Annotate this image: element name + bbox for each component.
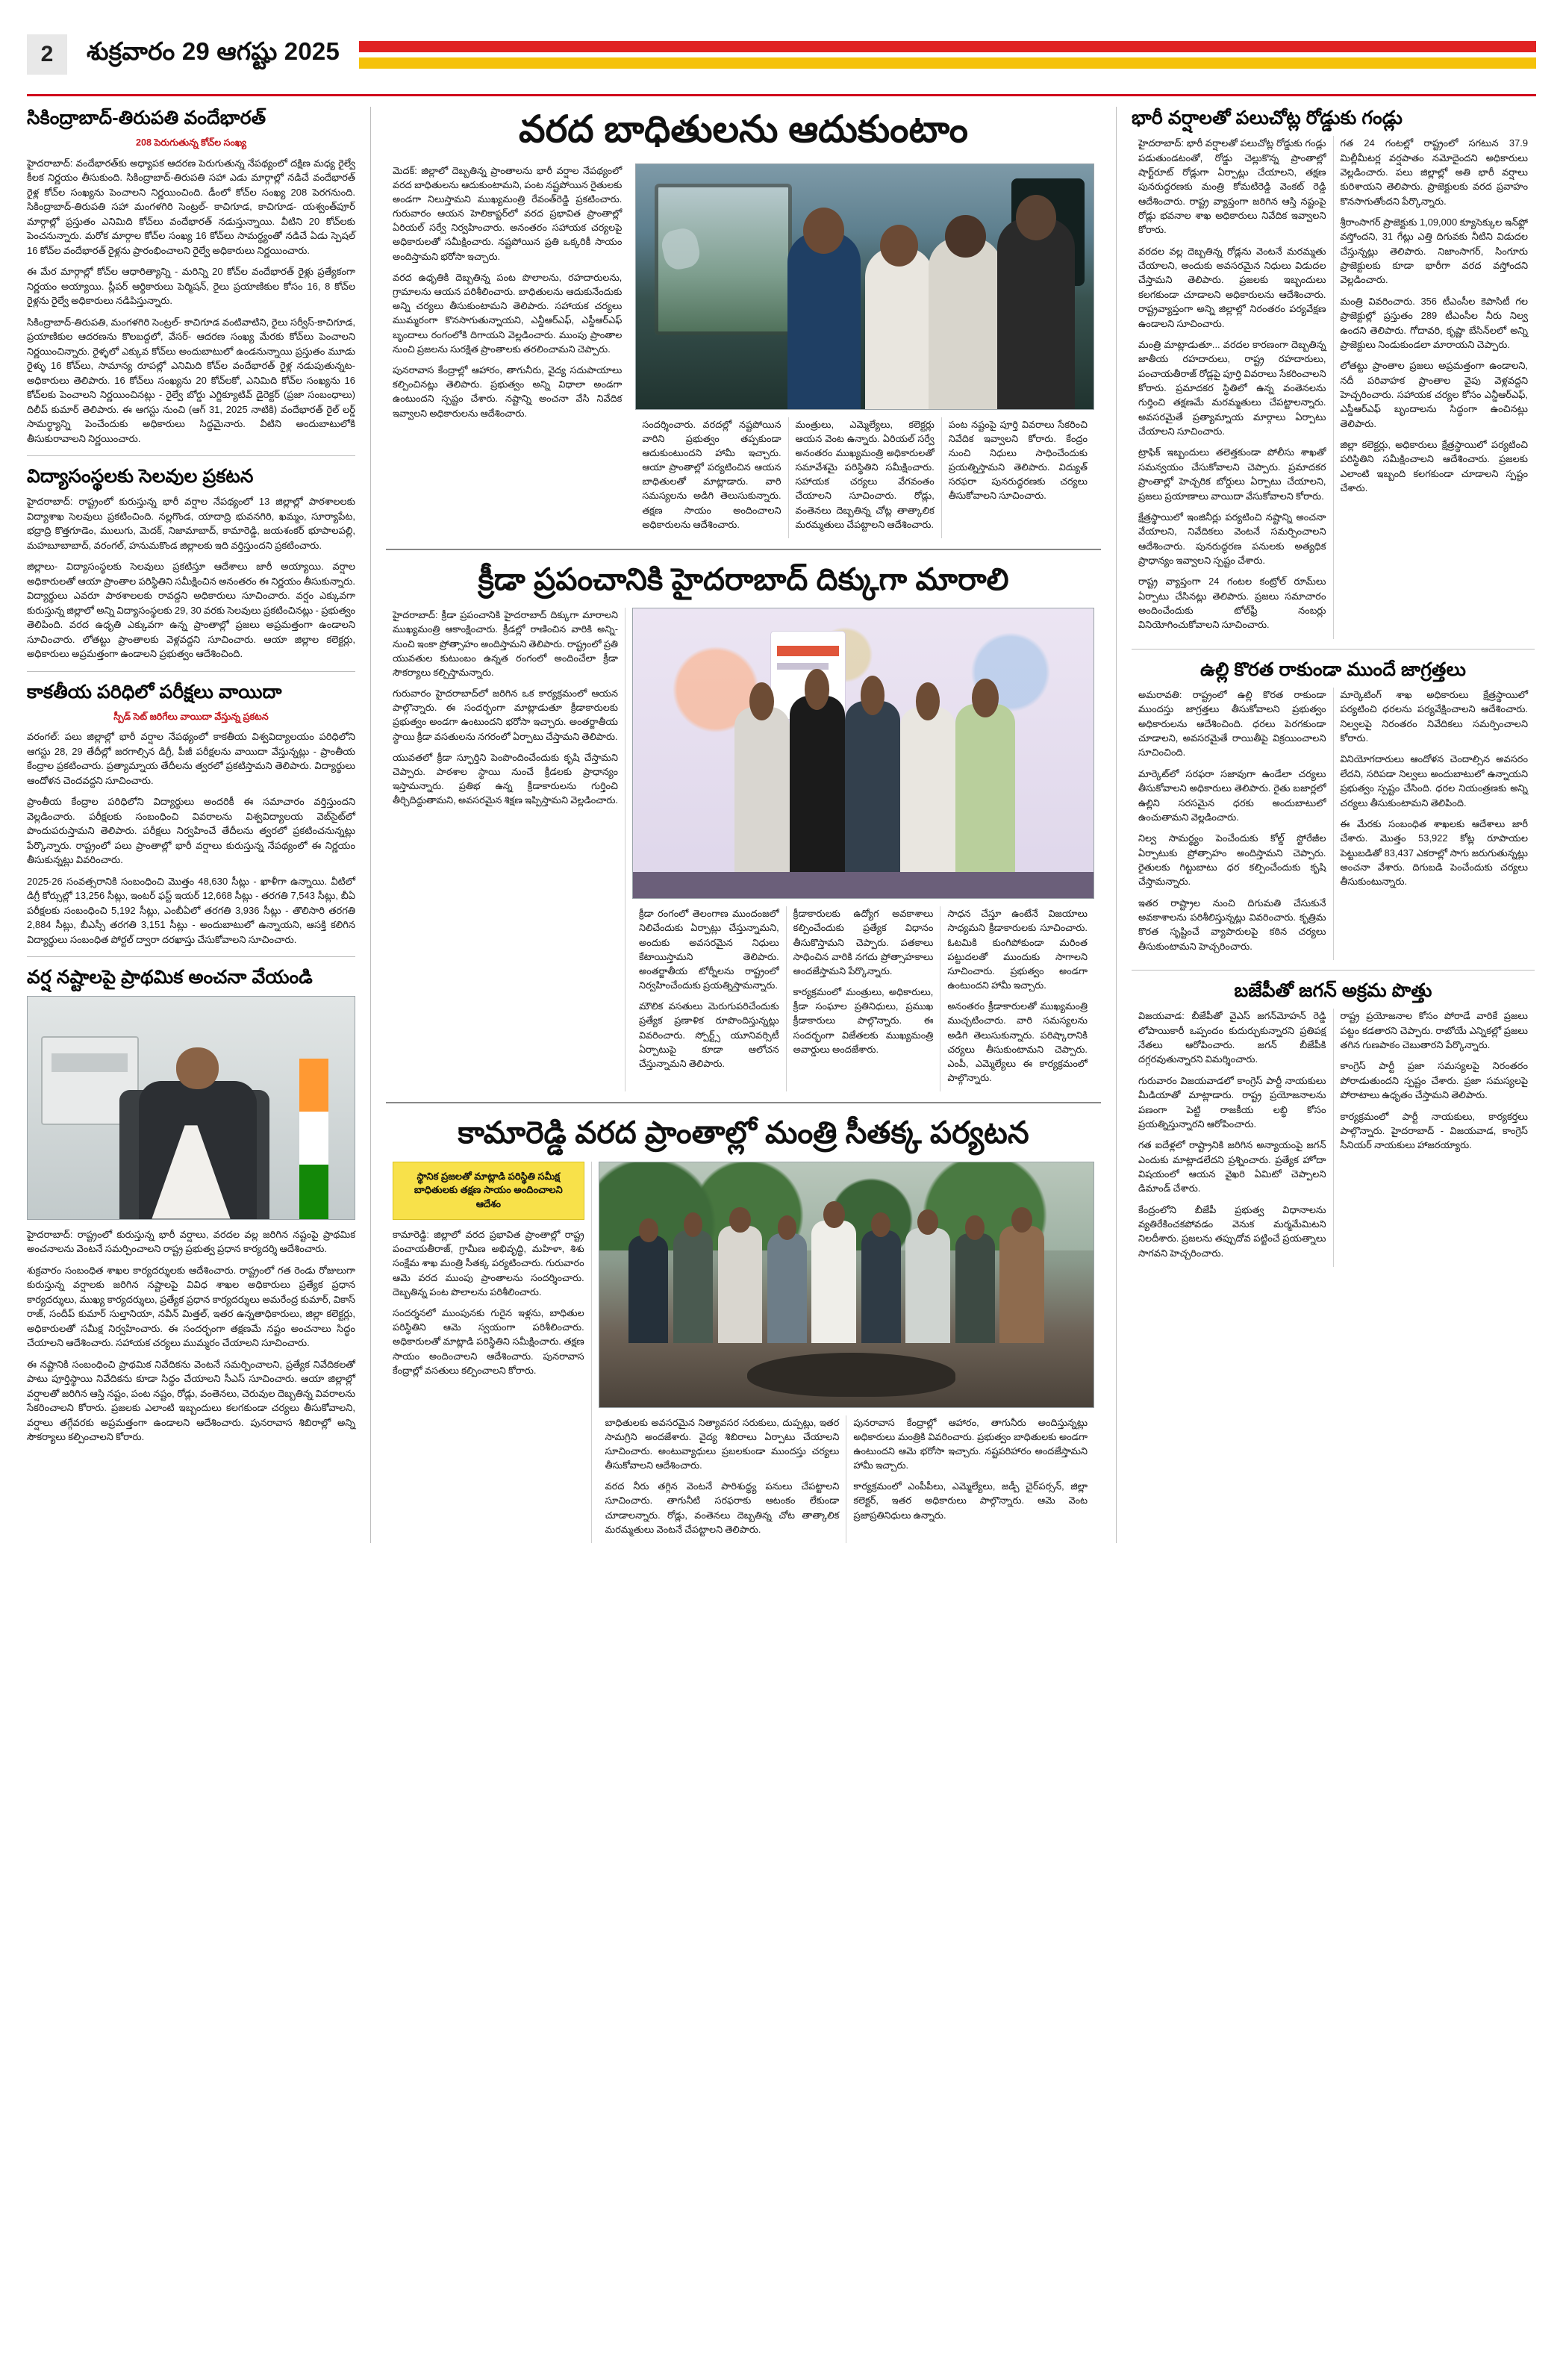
article-paragraph: సాధన చేస్తూ ఉంటేనే విజయాలు సాధ్యమని క్రీడాకారులకు సూచించారు. ఓటమికి కుంగిపోకుండా మరింత పట్టుదలతో ముందుకు సాగాలని సూచించారు. ప్రభుత్వం అండగా ఉంటుందని హామీ ఇచ్చారు. (947, 908, 1088, 991)
kamareddy-article-body (386, 1162, 1101, 1544)
jagan-text-col-1 (1132, 1009, 1333, 1267)
jagan-article-body (1132, 1009, 1535, 1267)
cm-aerial-survey-photo (635, 163, 1094, 410)
article-paragraph: జిల్లా కలెక్టర్లు, అధికారులు క్షేత్రస్థాయిలో పర్యటించి పరిస్థితిని సమీక్షించాలని ఆదేశించారు. ప్రజలకు ఎలాంటి ఇబ్బంది కలగకుండా చూడాలని స్పష్టం చేశారు. (1340, 439, 1528, 494)
article-subhead: స్పీడ్‌ సెట్ జరిగేలు వాయిదా వేస్తున్న ప్రకటన (113, 711, 269, 722)
article-headline: భారీ వర్షాలతో పలుచోట్ల రోడ్డుకు గండ్లు (1132, 108, 1403, 128)
article-paragraph: యువతలో క్రీడా స్ఫూర్తిని పెంపొందించేందుకు కృషి చేస్తామని చెప్పారు. పాఠశాల స్థాయి నుంచే క్రీడలకు ప్రాధాన్యం ఇస్తామన్నారు. ప్రతిభ ఉన్న క్రీడాకారులను గుర్తించి తీర్చిదిద్దుతామని, అవసరమైన శిక్షణ ఇప్పిస్తామని వెల్లడించారు. (393, 751, 618, 806)
lead-photo-and-text (628, 163, 1101, 539)
person-figure (865, 247, 934, 408)
person-figure (905, 1228, 950, 1343)
article-paragraph: హైదరాబాద్‌: క్రీడా ప్రపంచానికి హైదరాబాద్‌ దిక్కుగా మారాలని ముఖ్యమంత్రి ఆకాంక్షించారు. క్రీడల్లో రాణించిన వారికి అన్ని- నుంచి ఇంకా ప్రోత్సాహం అందిస్తామని తెలిపారు. రాష్ట్రంలో ప్రతి యువతుల కుటుంబం ఉన్నత రంగంలో అందించేలా క్రీడా సౌకర్యాలు కల్పిస్తామన్నారు. (393, 609, 618, 678)
article-headline: సికింద్రాబాద్‌-తిరుపతి వందేభారత్‌ (27, 108, 266, 128)
article-paragraph: క్రీడా రంగంలో తెలంగాణ ముందంజలో నిలిచేందుకు ఏర్పాట్లు చేస్తున్నామని, అందుకు అవసరమైన నిధులు కేటాయిస్తామని తెలిపారు. అంతర్జాతీయ టోర్నీలను రాష్ట్రంలో నిర్వహించేందుకు ప్రయత్నిస్తామన్నారు. (638, 908, 779, 991)
person-figure (673, 1230, 713, 1343)
road-article-body (1132, 136, 1535, 639)
divider (27, 671, 355, 672)
article-paragraph: వరదల వల్ల దెబ్బతిన్న రోడ్లను వెంటనే మరమ్మతు చేయాలని, అందుకు అవసరమైన నిధులు విడుదల చేస్తామని తెలిపారు. ప్రజలకు ఇబ్బందులు కలగకుండా చూడాలని అధికారులను ఆదేశించారు. రాష్ట్రవ్యాప్తంగా అన్ని జిల్లాల్లో నిరంతరం పర్యవేక్షణ ఉండాలని సూచించారు. (1138, 245, 1326, 329)
left-column (27, 107, 370, 1451)
kamareddy-photo-col (591, 1162, 1101, 1544)
helicopter-photo-wrap (635, 163, 1094, 410)
article-paragraph: క్రీడాకారులకు ఉద్యోగ అవకాశాలు కల్పించేందుకు ప్రత్యేక విధానం తీసుకొస్తామని చెప్పారు. పతకాలు సాధించిన వారికి నగదు ప్రోత్సాహకాలు అందజేస్తామని పేర్కొన్నారు. (793, 908, 934, 976)
masthead-decoration-bars (359, 41, 1536, 69)
divider (386, 1102, 1101, 1103)
lead-text-left (386, 163, 628, 539)
article-paragraph: ఈ నష్టానికి సంబంధించి ప్రాథమిక నివేదికను వెంటనే సమర్పించాలని, ప్రత్యేక నివేదికలతో పాటు పూర్తిస్థాయి నివేదికను కూడా సిద్ధం చేయాలని సీఎస్‌ సూచించారు. ఆయా జిల్లాల్లో వర్షాలతో జరిగిన ఆస్తి నష్టం, పంట నష్టం, రోడ్లు, వంతెనలు, చెరువుల దెబ్బతిన్న వివరాలను సేకరించాలని కోరారు. ప్రజలకు ఎలాంటి ఇబ్బందులు కలగకుండా చర్యలు తీసుకోవాలని, వర్షాలు తగ్గేవరకు అప్రమత్తంగా ఉండాలని ఆదేశించారు. పునరావాస శిబిరాల్లో అన్ని సౌకర్యాలు కల్పించాలని కోరారు. (27, 1358, 355, 1442)
article-paragraph: సందర్శనలో ముంపునకు గురైన ఇళ్లను, బాధితుల పరిస్థితిని ఆమె స్వయంగా పరిశీలించారు. అధికారులతో మాట్లాడి పరిస్థితిని సమీక్షించారు. తక్షణ సాయం అందించాలని ఆదేశించారు. పునరావాస కేంద్రాల్లో వసతులు కల్పించాలని కోరారు. (393, 1307, 584, 1376)
divider (27, 956, 355, 957)
stage-floor (633, 872, 1094, 898)
article-headline: వర్ష నష్టాలపై ప్రాథమిక అంచనా వేయండి (27, 967, 313, 988)
kamareddy-text-col-1 (599, 1415, 846, 1544)
person-figure (811, 1221, 856, 1343)
person-figure (861, 1230, 901, 1343)
article-paragraph: శ్రీరాంసాగర్‌ ప్రాజెక్టుకు 1,09,000 క్యూసెక్కుల ఇన్‌ఫ్లో వస్తోందని, 31 గేట్లు ఎత్తి దిగువకు నీటిని విడుదల చేస్తున్నట్లు తెలిపారు. నిజాంసాగర్‌, సింగూరు ప్రాజెక్టులకు కూడా భారీగా వరద వస్తోందని వెల్లడించారు. (1340, 216, 1528, 286)
article-onion-shortage (1132, 658, 1535, 960)
person-figure (999, 1226, 1044, 1343)
road-text-col-1 (1132, 136, 1333, 639)
article-paragraph: కార్యక్రమంలో మంత్రులు, అధికారులు, క్రీడా సంఘాల ప్రతినిధులు, ప్రముఖ క్రీడాకారులు పాల్గొన్నారు. ఈ సందర్భంగా విజేతలకు ముఖ్యమంత్రి అవార్డులు అందజేశారు. (793, 986, 934, 1055)
person-figure (734, 707, 790, 898)
article-paragraph: మంత్రులు, ఎమ్మెల్యేలు, కలెక్టర్లు ఆయన వెంట ఉన్నారు. ఏరియల్‌ సర్వే అనంతరం ముఖ్యమంత్రి అధికారులతో సమావేశమై పరిస్థితిని సమీక్షించారు. సహాయక చర్యలు వేగవంతం చేయాలని సూచించారు. రోడ్లు, వంతెనలు దెబ్బతిన్న చోట్ల తాత్కాలిక మరమ్మతులు చేపట్టాలని ఆదేశించారు. (795, 418, 935, 530)
yellow-bar (359, 57, 1536, 69)
article-paragraph: గత 24 గంటల్లో రాష్ట్రంలో సగటున 37.9 మిల్లీమీటర్ల వర్షపాతం నమోదైందని అధికారులు వెల్లడించారు. పలు జిల్లాల్లో అతి భారీ వర్షాలు కురిశాయని తెలిపారు. ప్రాజెక్టులకు వరద ప్రవాహం కొనసాగుతోందని పేర్కొన్నారు. (1340, 137, 1528, 207)
person-figure (929, 237, 1002, 409)
article-paragraph: రాష్ట్ర ప్రయోజనాల కోసం పోరాడే వారికే ప్రజలు పట్టం కడతారని చెప్పారు. రాబోయే ఎన్నికల్లో ప్రజలు తగిన గుణపాఠం చెబుతారని పేర్కొన్నారు. (1340, 1010, 1528, 1051)
article-paragraph: కాంగ్రెస్‌ పార్టీ ప్రజా సమస్యలపై నిరంతరం పోరాడుతుందని స్పష్టం చేశారు. ప్రజా సమస్యలపై పోరాటాలు ఉధృతం చేస్తామని తెలిపారు. (1340, 1060, 1528, 1101)
article-paragraph: 2025-26 సంవత్సరానికి సంబంధించి మొత్తం 48,630 సీట్లు - ఖాళీగా ఉన్నాయి. వీటిలో డిగ్రీ కోర్సుల్లో 13,256 సీట్లు, ఇంటర్‌ ఫస్ట్‌ ఇయర్‌ 12,668 సీట్లు - తరగతి 7,543 సీట్లు, బీఏ పరీక్షలకు సంబంధించి 5,192 సీట్లు, ఎంబీఏలో తరగతి 3,936 సీట్లు - తొలిసారి తరగతి 2,884 సీట్లు, బీఎస్సీ తరగతి 3,151 సీట్లు - అందుబాటులో ఉన్నాయని, ఆసక్తి కలిగిన విద్యార్థులు సంబంధిత పోర్టల్‌ ద్వారా దరఖాస్తు చేసుకోవాలని సూచించారు. (27, 875, 355, 945)
person-figure (787, 232, 861, 408)
article-paragraph: హైదరాబాద్‌: వందేభారత్‌కు అధ్యాపక ఆదరణ పెరుగుతున్న నేపథ్యంలో దక్షిణ మధ్య రైల్వే కీలక నిర్ణయం తీసుకుంది. సికింద్రాబాద్‌-తిరుపతి సహా ఎడు మార్గాల్లో నడిచే వందేభారత్‌ రైళ్ల కోచ్‌ల సంఖ్యను పెంచాలని నిర్ణయించింది. డీంలో కోచ్‌ల సంఖ్య 208 పెరగనుంది. సికింద్రాబాద్‌-తిరుపతి సహా మంగళగిరి సెంట్రల్‌- కాచిగూడ, కాచిగూడ- యశ్వంత్‌పూర్‌ మార్గాల్లో ప్రస్తుతం ఎనిమిది కోచ్‌లు వందేభారత్‌ నడుస్తున్నాయి. వీటిని 20 కోచ్‌లకు పెంచనున్నారు. మరోక మార్గాల కోచ్‌ల సంఖ్య 16 కోచ్‌లు సామర్థ్యంతో నడిచే ఏడు స్పెషల్‌ 16 కోచ్‌ల వందేభారత్‌ రైళ్లను ప్రారంభించాలని రైల్వే అధికారులు నిర్ణయించారు. (27, 157, 355, 256)
jagan-text-col-2 (1333, 1009, 1535, 1267)
person-figure (900, 707, 955, 898)
lead-text-col-c (941, 417, 1094, 539)
person-figure (997, 218, 1075, 409)
article-paragraph: పునరావాస కేంద్రాల్లో ఆహారం, తాగునీరు, వైద్య సదుపాయాలు కల్పించినట్లు తెలిపారు. ప్రభుత్వం అన్ని విధాలా అండగా ఉంటుందని స్పష్టం చేశారు. నష్టాన్ని అంచనా వేసి నివేదిక ఇవ్వాలని అధికారులను ఆదేశించారు. (393, 364, 623, 419)
article-kakatiya-exams (27, 681, 355, 947)
field-photo-wrap (599, 1162, 1094, 1408)
right-column (1117, 107, 1535, 1267)
person-figure (767, 1233, 807, 1344)
person-figure (718, 1226, 763, 1343)
divider (386, 549, 1101, 550)
article-jagan-bjp (1132, 979, 1535, 1267)
middle-column (370, 107, 1117, 1543)
article-paragraph: గురువారం విజయవాడలో కాంగ్రెస్‌ పార్టీ నాయకులు మీడియాతో మాట్లాడారు. రాష్ట్ర ప్రయోజనాలను పణంగా పెట్టి రాజకీయ లబ్ధి కోసం ప్రయత్నిస్తున్నారని ఆరోపించారు. (1138, 1074, 1326, 1130)
article-paragraph: మంత్రి మాట్లాడుతూ... వరదల కారణంగా దెబ్బతిన్న జాతీయ రహదారులు, రాష్ట్ర రహదారులు, పంచాయతీరాజ్‌ రోడ్లపై పూర్తి వివరాలు సేకరించాలని కోరారు. ప్రమాదకర స్థితిలో ఉన్న వంతెనలను గుర్తించి తక్షణమే మరమ్మతులు చేపట్టాలన్నారు. అవసరమైతే ప్రత్యామ్నాయ మార్గాలు ఏర్పాటు చేయాలని సూచించారు. (1138, 338, 1326, 437)
article-paragraph: మార్కెటింగ్‌ శాఖ అధికారులు క్షేత్రస్థాయిలో పర్యటించి ధరలను పర్యవేక్షించాలని ఆదేశించారు. నిల్వలపై నిరంతరం నివేదికలు సమర్పించాలని కోరారు. (1340, 689, 1528, 744)
article-school-holidays (27, 465, 355, 661)
article-paragraph: ఈ మేరకు సంబంధిత శాఖలకు ఆదేశాలు జారీ చేశారు. మొత్తం 53,922 కోట్ల రూపాయల పెట్టుబడితో 83,437 ఎకరాల్లో సాగు జరుగుతున్నట్లు అంచనా వేశారు. దిగుబడి పెంచేందుకు చర్యలు తీసుకుంటున్నారు. (1340, 817, 1528, 888)
kamareddy-text-columns (599, 1415, 1094, 1544)
article-paragraph: కార్యక్రమంలో పార్టీ నాయకులు, కార్యకర్తలు పాల్గొన్నారు. హైదరాబాద్‌ - విజయవాడ, కాంగ్రెస్‌ సీనియర్‌ నాయకులు హాజరయ్యారు. (1340, 1110, 1528, 1151)
article-paragraph: కార్యక్రమంలో ఎంపీపీలు, ఎమ్మెల్యేలు, జడ్పీ చైర్‌పర్సన్‌, జిల్లా కలెక్టర్‌, ఇతర అధికారులు పాల్గొన్నారు. ఆమె వెంట ప్రజాప్రతినిధులు ఉన్నారు. (853, 1480, 1088, 1521)
article-paragraph: గత ఐదేళ్లలో రాష్ట్రానికి జరిగిన అన్యాయంపై జగన్‌ ఎందుకు మాట్లాడలేదని ప్రశ్నించారు. ప్రత్యేక హోదా విషయంలో ఆయన వైఖరి ఏమిటో చెప్పాలని డిమాండ్‌ చేశారు. (1138, 1139, 1326, 1194)
article-vandebharat (27, 107, 355, 446)
red-bar (359, 41, 1536, 52)
officer-photo-wrap (27, 996, 355, 1220)
article-paragraph: సికింద్రాబాద్‌-తిరుపతి, మంగళగిరి సెంట్రల్‌- కాచిగూడ వంటివాటిని, రైలు సర్వీస్‌-కాచిగూడ, ప్రయాణికుల ఆదరణను కొలబద్దలో, వేసర్‌- ఆదరణ సంఖ్య మేరకు కోచ్‌లు పెంచాలని నిర్ణయించిన్నారు. రైళ్ళలో ఎక్కువ కోచ్‌లు అందుబాటులో ఉండనున్నాయి ప్రస్తుతం మూడు రైళ్ళు 16 కోచ్‌లు, సామాన్య రూపల్లో ఎనిమిది కోచ్‌ల వందేభారత్‌ రైళ్ల నడుపుతున్నట-అధికారులు తెలిపారు. 16 కోచ్‌లు సంఖ్యను 20 కోచ్‌లకో, ఎనిమిది కోచ్‌ల సంఖ్యను 16 కోచ్‌లకు పెంచాలని నిర్ణయించినట్లు - రైల్వే బోర్డు ఎగ్జిక్యూటివ్‌ డైరెక్టర్‌ (ప్రజా సంబంధాలు) దిలీప్‌ కుమార్‌ తెలిపారు. ఈ ఆగస్టు నుంచి (ఆగ్ 31, 2025 నాటికి) వందేభారత్‌ రైల్‌ లర్డ్‌ సామర్ధ్యాన్ని పెంచేందుకు అధికారులు సిద్ధమైనారు. వీటిని అందుబాటులోకి తీసుకురావాలని నిర్ణయించారు. (27, 316, 355, 444)
lead-text-columns (635, 417, 1094, 539)
onion-article-body (1132, 688, 1535, 960)
article-paragraph: మెదక్‌: జిల్లాలో దెబ్బతిన్న ప్రాంతాలను భారీ వర్షాల నేపథ్యంలో వరద బాధితులను ఆదుకుంటామని, పంట నష్టపోయిన రైతులకు అండగా నిలుస్తామని ముఖ్యమంత్రి రేవంత్‌రెడ్డి ప్రకటించారు. గురువారం ఆయన హెలికాప్టర్‌లో వరద ప్రభావిత ప్రాంతాల్లో ఏరియల్‌ సర్వే నిర్వహించారు. అనంతరం సహాయక చర్యలపై అధికారులతో సమీక్షించారు. నష్టపోయిన ప్రతి ఒక్కరికీ సాయం అందిస్తామని భరోసా ఇచ్చారు. (393, 164, 623, 262)
photo-caption-box: స్థానిక ప్రజలతో మాట్లాడి పరిస్థితి సమీక్ష బాధితులకు తక్షణ సాయం అందించాలని ఆదేశం (393, 1162, 584, 1221)
article-paragraph: బాధితులకు అవసరమైన నిత్యావసర సరుకులు, దుప్పట్లు, ఇతర సామగ్రిని అందజేశారు. వైద్య శిబిరాలు ఏర్పాటు చేయాలని సూచించారు. అంటువ్యాధులు ప్రబలకుండా ముందస్తు చర్యలు తీసుకోవాలని ఆదేశించారు. (605, 1416, 840, 1471)
kamareddy-headline: కామారెడ్డి వరద ప్రాంతాల్లో మంత్రి సీతక్క పర్యటన (458, 1115, 1029, 1150)
article-paragraph: వరద ఉధృతికి దెబ్బతిన్న పంట పొలాలను, రహదారులను, గ్రామాలను ఆయన పరిశీలించారు. బాధితులను ఆదుకునేందుకు అన్ని చర్యలు తీసుకుంటామని తెలిపారు. సహాయక చర్యలు ముమ్మరంగా కొనసాగుతున్నాయని, ఎన్డీఆర్‌ఎఫ్‌, ఎస్డీఆర్‌ఎఫ్‌ బృందాలు రంగంలోకి దిగాయని వెల్లడించారు. ముంపు ప్రాంతాల నుంచి ప్రజలను సురక్షిత ప్రాంతాలకు తరలించామని చెప్పారు. (393, 271, 623, 355)
masthead (27, 22, 1536, 87)
article-paragraph: హైదరాబాద్‌: భారీ వర్షాలతో పలుచోట్ల రోడ్డుకు గండ్లు పడుతుండటంతో, రోడ్డు చెల్లుకొన్న ప్రాంతాల్లో షార్ట్‌రూట్‌ రోడ్లుగా ఏర్పాట్లు చేయాలని, తక్షణ పునరుద్ధరణకు మంత్రి కోమటిరెడ్డి వెంకట్‌ రెడ్డి ఆదేశించారు. రాష్ట్ర వ్యాప్తంగా జరిగిన ఆస్తి నష్టంపై రోడ్లు భవనాల శాఖ అధికారులు నివేదిక ఇవ్వాలని కోరారు. (1138, 137, 1326, 236)
article-paragraph: ఈ మేర మార్గాల్లో కోచ్‌ల ఆధారిత్యాన్ని - మరిన్ని 20 కోచ్‌ల వందేభారత్‌ రైళ్లు ప్రత్యేకంగా నిర్ణయం అయ్యాయి. స్లీపర్‌ ఆర్థికారులు పెర్మిషన్‌, రైలు ప్రయాణికుల కోసం 16, 8 కోచ్‌ల రైళ్లను రైల్వే అధికారులు నడిపిస్తున్నారు. (27, 266, 355, 306)
article-paragraph: లోతట్టు ప్రాంతాల ప్రజలు అప్రమత్తంగా ఉండాలని, నదీ పరివాహక ప్రాంతాల వైపు వెళ్లవద్దని హెచ్చరించారు. సహాయక చర్యల కోసం ఎన్డీఆర్‌ఎఫ్‌, ఎస్డీఆర్‌ఎఫ్‌ బృందాలను సిద్ధంగా ఉంచినట్లు తెలిపారు. (1340, 360, 1528, 429)
kamareddy-caption-col (386, 1162, 591, 1544)
article-subhead: 208 పెరుగుతున్న కోచ్‌ల సంఖ్య (135, 137, 247, 149)
minister-field-visit-photo (599, 1162, 1094, 1408)
person-figure (845, 701, 900, 898)
article-paragraph: హైదరాబాద్‌: రాష్ట్రంలో కురుస్తున్న భారీ వర్షాలు, వరదల వల్ల జరిగిన నష్టంపై ప్రాథమిక అంచనాలను వెంటనే సమర్పించాలని రాష్ట్ర ప్రభుత్వ ప్రధాన కార్యదర్శి ఆదేశించారు. (27, 1228, 355, 1254)
person-figure (955, 704, 1015, 898)
sports-headline: క్రీడా ప్రపంచానికి హైదరాబాద్‌ దిక్కుగా మారాలి (478, 562, 1009, 596)
kamareddy-text-col-2 (846, 1415, 1094, 1544)
banner-subtitle-bar (777, 663, 829, 670)
article-paragraph: పంట నష్టంపై పూర్తి వివరాలు సేకరించి నివేదిక ఇవ్వాలని కోరారు. కేంద్రం నుంచి నిధులు సాధించేందుకు ప్రయత్నిస్తామని తెలిపారు. విద్యుత్‌ సరఫరా పునరుద్ధరణకు చర్యలు తీసుకోవాలని సూచించారు. (948, 418, 1088, 502)
indian-flag-icon (299, 1059, 328, 1219)
article-paragraph: ఇతర రాష్ట్రాల నుంచి దిగుమతి చేసుకునే అవకాశాలను పరిశీలిస్తున్నట్లు వివరించారు. కృత్రిమ కొరత సృష్టించే వ్యాపారులపై కఠిన చర్యలు తీసుకుంటామని హెచ్చరించారు. (1138, 897, 1326, 952)
article-paragraph: అమరావతి: రాష్ట్రంలో ఉల్లి కొరత రాకుండా ముందస్తు జాగ్రత్తలు తీసుకోవాలని ప్రభుత్వం అధికారులను ఆదేశించింది. ధరలు పెరగకుండా చూడాలని, అవసరమైతే రాయితీపై విక్రయించాలని సూచించింది. (1138, 689, 1326, 758)
flooded-river (659, 225, 702, 272)
lead-headline: వరద బాధితులను ఆదుకుంటాం (519, 108, 968, 150)
sports-photo-wrap (632, 608, 1094, 899)
article-headline: విద్యాసంస్థలకు సెలవుల ప్రకటన (27, 466, 254, 487)
helicopter-window (655, 184, 792, 335)
sports-article-body (386, 608, 1101, 1091)
article-paragraph: మార్కెట్‌లో సరఫరా సజావుగా ఉండేలా చర్యలు తీసుకోవాలని అధికారులు తెలిపారు. రైతు బజార్లలో ఉల్లిని సరసమైన ధరకు అందుబాటులో ఉంచుతామని వెల్లడించారు. (1138, 767, 1326, 823)
sports-event-photo (632, 608, 1094, 899)
person-figure (628, 1236, 668, 1343)
sports-text-col-3 (786, 906, 940, 1091)
sports-text-col-4 (940, 906, 1094, 1091)
onion-text-col-1 (1132, 688, 1333, 960)
lead-text-col-b (788, 417, 941, 539)
article-paragraph: నిల్వ సామర్థ్యం పెంచేందుకు కోల్డ్‌ స్టోరేజీల ఏర్పాటుకు ప్రోత్సాహం అందిస్తామని చెప్పారు. రైతులకు గిట్టుబాటు ధర కల్పించేందుకు కృషి చేస్తామన్నారు. (1138, 832, 1326, 888)
article-paragraph: రాష్ట్ర వ్యాప్తంగా 24 గంటల కంట్రోల్‌ రూమ్‌లు ఏర్పాటు చేసినట్లు తెలిపారు. ప్రజలు సమాచారం అందించేందుకు టోల్‌ఫ్రీ నంబర్లు వినియోగించుకోవాలని సూచించారు. (1138, 576, 1326, 631)
newspaper-page (0, 22, 1563, 2380)
page-content (27, 107, 1536, 1543)
article-paragraph: శుక్రవారం సంబంధిత శాఖల కార్యదర్శులకు ఆదేశించారు. రాష్ట్రంలో గత రెండు రోజులుగా కురుస్తున్న వర్షాలకు జరిగిన నష్టాలపై వివిధ శాఖల అధికారులు ప్రత్యేక ప్రధాన కార్యదర్శులు, ముఖ్య కార్యదర్శులు, ప్రత్యేక ప్రధాన కార్యదర్శులు అమరేంద్ర కుమార్‌, వికాస్‌ రాజ్‌, సందీప్‌ కుమార్‌ సుల్తానియా, నవీన్‌ మిత్తల్‌, ఇతర ఉన్నతాధికారులు, జిల్లా కలెక్టర్లు, అధికారులతో సమీక్ష నిర్వహించారు. ఈ సందర్భంగా తక్షణమే నష్టం అంచనాలు సిద్ధం చేయాలని ఆదేశించారు. సహాయక చర్యలు ముమ్మరం చేయాలని సూచించారు. (27, 1264, 355, 1348)
road-text-col-2 (1333, 136, 1535, 639)
divider (1132, 970, 1535, 971)
road-breach (747, 1353, 955, 1397)
article-road-breaches (1132, 107, 1535, 639)
sports-text-col-1 (386, 608, 625, 1091)
article-paragraph: వినియోగదారులు ఆందోళన చెందాల్సిన అవసరం లేదని, సరిపడా నిల్వలు అందుబాటులో ఉన్నాయని ప్రభుత్వం స్పష్టం చేసింది. ధరల నియంత్రణకు అన్ని చర్యలు తీసుకుంటామని తెలిపింది. (1340, 753, 1528, 809)
divider (27, 455, 355, 456)
article-paragraph: సందర్శించారు. వరదల్లో నష్టపోయిన వారిని ప్రభుత్వం తప్పకుండా ఆదుకుంటుందని హామీ ఇచ్చారు. ఆయా ప్రాంతాల్లో పర్యటించిన ఆయన బాధితులతో మాట్లాడారు. వారి సమస్యలను అడిగి తెలుసుకున్నారు. తక్షణ సాయం అందించాలని అధికారులను ఆదేశించారు. (642, 418, 782, 530)
sports-text-col-2 (632, 906, 786, 1091)
article-paragraph: వరద నీరు తగ్గిన వెంటనే పారిశుద్ధ్య పనులు చేపట్టాలని సూచించారు. తాగునీటి సరఫరాకు ఆటంకం లేకుండా చూడాలన్నారు. రోడ్లు, వంతెనలు దెబ్బతిన్న చోట తాత్కాలిక మరమ్మతులు వెంటనే చేపట్టాలని తెలిపారు. (605, 1480, 840, 1535)
lead-article-body (386, 163, 1101, 539)
article-paragraph: విజయవాడ: బీజేపీతో వైఎస్‌ జగన్‌మోహన్‌ రెడ్డి లోపాయికారీ ఒప్పందం కుదుర్చుకున్నారని ప్రతిపక్ష నేతలు ఆరోపించారు. జగన్‌ బీజేపీకి దగ్గరవుతున్నారని విమర్శించారు. (1138, 1010, 1326, 1065)
article-paragraph: వరంగల్‌: పలు జిల్లాల్లో భారీ వర్షాల నేపథ్యంలో కాకతీయ విశ్వవిద్యాలయం పరిధిలోని ఆగస్టు 28, 29 తేదీల్లో జరగాల్సిన డిగ్రీ, పీజీ పరీక్షలను వాయిదా వేస్తున్నట్లు - ప్రాంతీయ కేంద్రాల ప్రకటించారు. ప్రత్యామ్నాయ తేదీలను త్వరలో ప్రకటిస్తామని తెలిపారు. విద్యార్థులు ఆందోళన చెందవద్దని సూచించారు. (27, 731, 355, 786)
article-paragraph: మౌలిక వసతులు మెరుగుపరిచేందుకు ప్రత్యేక ప్రణాళిక రూపొందిస్తున్నట్లు వివరించారు. స్పోర్ట్స్‌ యూనివర్సిటీ ఏర్పాటుపై కూడా ఆలోచన చేస్తున్నామని తెలిపారు. (638, 1000, 779, 1070)
sports-text-columns (632, 906, 1094, 1091)
article-paragraph: ట్రాఫిక్‌ ఇబ్బందులు తలెత్తకుండా పోలీసు శాఖతో సమన్వయం చేసుకోవాలని చెప్పారు. ప్రమాదకర ప్రాంతాల్లో హెచ్చరిక బోర్డులు ఏర్పాటు చేయాలని, ప్రజలు ప్రయాణాలు వాయిదా వేసుకోవాలని కోరారు. (1138, 446, 1326, 502)
person-figure (790, 696, 845, 899)
article-headline: ఉల్లి కొరత రాకుండా ముందే జాగ్రత్తలు (1200, 658, 1466, 680)
banner-title-bar (777, 646, 839, 656)
person-figure (955, 1233, 995, 1344)
article-paragraph: మంత్రి వివరించారు. 356 టీఎంసీల కెపాసిటీ గల ప్రాజెక్టుల్లో ప్రస్తుతం 289 టీఎంసీల నీరు నిల్వ ఉందని తెలిపారు. గోదావరి, కృష్ణా బేసిన్‌లలో అన్ని ప్రాజెక్టులు నిండుకుండలా మారాయని చెప్పారు. (1340, 295, 1528, 350)
article-paragraph: ప్రాంతీయ కేంద్రాల పరిధిలోని విద్యార్థులు అందరికీ ఈ సమాచారం వర్తిస్తుందని వెల్లడించారు. పరీక్షలకు సంబంధించి వివరాలను విశ్వవిద్యాలయ వెబ్‌సైట్‌లో పొందుపరుస్తామని తెలిపారు. పరీక్షలు నిర్వహించే తేదీలను త్వరలో ప్రకటించనున్నట్లు పేర్కొన్నారు. రాష్ట్రంలో పలు ప్రాంతాల్లో భారీ వర్షాలు కురుస్తున్న నేపథ్యంలో ఈ నిర్ణయం తీసుకున్నట్లు వివరించారు. (27, 796, 355, 866)
article-paragraph: హైదరాబాద్‌: రాష్ట్రంలో కురుస్తున్న భారీ వర్షాల నేపథ్యంలో 13 జిల్లాల్లో పాఠశాలలకు విద్యాశాఖ సెలవులు ప్రకటించింది. నల్లగొండ, యాదాద్రి భువనగిరి, ఖమ్మం, సూర్యాపేట, భద్రాద్రి కొత్తగూడెం, ములుగు, మెదక్‌, నిజామాబాద్‌, కామారెడ్డి, జయశంకర్‌ భూపాలపల్లి, మహబూబాబాద్‌, వరంగల్‌, హనుమకొండ జిల్లాలకు ఇది వర్తిస్తుందని ప్రకటించారు. (27, 496, 355, 551)
article-headline: కాకతీయ పరిధిలో పరీక్షలు వాయిదా (27, 681, 282, 703)
article-paragraph: కామారెడ్డి: జిల్లాలో వరద ప్రభావిత ప్రాంతాల్లో రాష్ట్ర పంచాయతీరాజ్‌, గ్రామీణ అభివృద్ధి, మహిళా, శిశు సంక్షేమ శాఖ మంత్రి సీతక్క పర్యటించారు. గురువారం ఆమె వరద ముంపు ప్రాంతాలను సందర్శించారు. దెబ్బతిన్న పంట పొలాలను పరిశీలించారు. (393, 1229, 584, 1298)
officer-portrait-photo (27, 996, 355, 1220)
page-number: 2 (27, 34, 67, 75)
article-paragraph: గురువారం హైదరాబాద్‌లో జరిగిన ఒక కార్యక్రమంలో ఆయన పాల్గొన్నారు. ఈ సందర్భంగా మాట్లాడుతూ క్రీడాకారులకు ప్రభుత్వం అండగా ఉంటుందని భరోసా ఇచ్చారు. అంతర్జాతీయ స్థాయి క్రీడా వసతులను నగరంలో ఏర్పాటు చేస్తామని తెలిపారు. (393, 688, 618, 742)
masthead-rule (27, 94, 1536, 96)
article-paragraph: పునరావాస కేంద్రాల్లో ఆహారం, తాగునీరు అందిస్తున్నట్లు అధికారులు మంత్రికి వివరించారు. ప్రభుత్వం బాధితులకు అండగా ఉంటుందని ఆమె భరోసా ఇచ్చారు. నష్టపరిహారం అందజేస్తామని హామీ ఇచ్చారు. (853, 1416, 1088, 1471)
masthead-date: శుక్రవారం 29 ఆగష్టు 2025 (87, 37, 340, 65)
article-rain-damage-estimate (27, 966, 355, 1444)
sports-photo-col (625, 608, 1101, 1091)
article-paragraph: అనంతరం క్రీడాకారులతో ముఖ్యమంత్రి ముచ్చటించారు. వారి సమస్యలను అడిగి తెలుసుకున్నారు. పరిష్కారానికి చర్యలు తీసుకుంటామని చెప్పారు. ఎంపీ, ఎమ్మెల్యేలు ఈ కార్యక్రమంలో పాల్గొన్నారు. (947, 1000, 1088, 1084)
onion-text-col-2 (1333, 688, 1535, 960)
article-paragraph: క్షేత్రస్థాయిలో ఇంజినీర్లు పర్యటించి నష్టాన్ని అంచనా వేయాలని, నివేదికలు వెంటనే సమర్పించాలని ఆదేశించారు. పునరుద్ధరణ పనులకు అత్యధిక ప్రాధాన్యం ఇవ్వాలని స్పష్టం చేశారు. (1138, 511, 1326, 566)
lead-text-col-a (635, 417, 787, 539)
article-paragraph: జిల్లాలు- విద్యాసంస్థలకు సెలవులు ప్రకటిస్తూ ఆదేశాలు జారీ అయ్యాయి. వర్షాల అధికారులతో ఆయా ప్రాంతాల పరిస్థితిని సమీక్షించిన అనంతరం ఈ నిర్ణయం తీసుకున్నారు. విద్యార్థులు ఎవరూ పాఠశాలలకు రావద్దని అధికారులు సూచించారు. వర్షం ఎక్కువగా కురుస్తున్న జిల్లాలో అన్ని విద్యాసంస్థలకు 29, 30 వరకు సెలవులు ప్రకటించినట్లు - ప్రభుత్వం తెలిపింది. వరద ఉధృతి ఎక్కువగా ఉన్న ప్రాంతాల్లో ప్రజలు అప్రమత్తంగా ఉండాలని సూచించారు. లోతట్టు ప్రాంతాలకు వెళ్లవద్దని సూచించారు. ఆయా జిల్లాల కలెక్టర్లు, అధికారులు అప్రమత్తంగా ఉండాలని ప్రభుత్వం ఆదేశించింది. (27, 561, 355, 660)
article-headline: బజేపీతో జగన్‌ అక్రమ పొత్తు (1234, 980, 1432, 1002)
article-paragraph: కేంద్రంలోని బీజేపీ ప్రభుత్వ విధానాలను వ్యతిరేకించకపోవడం వెనుక మర్మమేమిటని నిలదీశారు. ప్రజలను తప్పుదోవ పట్టించే ప్రయత్నాలు సాగవని హెచ్చరించారు. (1138, 1203, 1326, 1259)
